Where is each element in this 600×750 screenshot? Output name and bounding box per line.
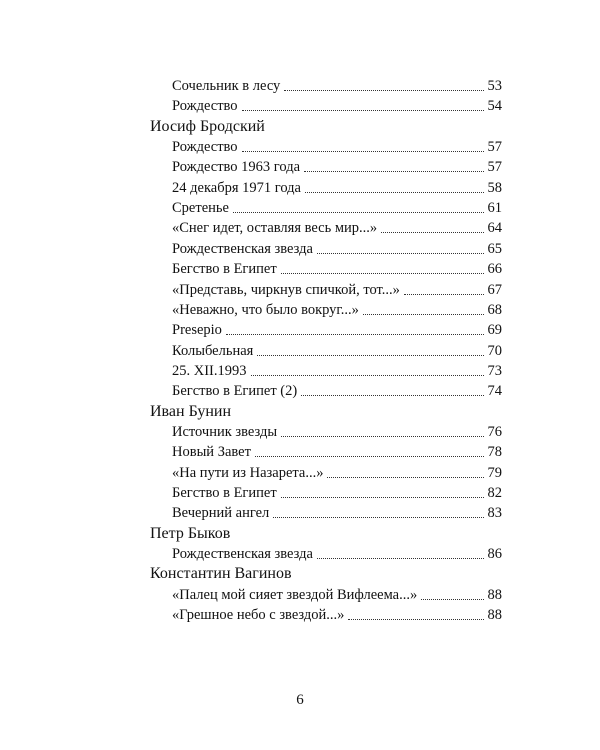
entry-title: Сочельник в лесу — [172, 78, 281, 94]
entry-title: «Снег идет, оставляя весь мир...» — [172, 220, 378, 237]
entry-page-number: 82 — [487, 485, 502, 501]
entry-title: Бегство в Египет — [172, 261, 277, 278]
toc-entry — [172, 178, 502, 198]
toc-entry — [172, 605, 502, 625]
entry-page-number: 74 — [487, 383, 502, 400]
toc-entry — [172, 198, 502, 218]
toc-author-heading — [150, 117, 265, 137]
dot-leader — [281, 435, 484, 437]
entry-page-number: 88 — [487, 607, 502, 624]
entry-title: Колыбельная — [172, 342, 254, 359]
entry-title: 24 декабря 1971 года — [172, 179, 301, 196]
author-name: Иосиф Бродский — [150, 117, 265, 135]
dot-leader — [281, 272, 484, 274]
entry-page-number: 73 — [487, 362, 502, 379]
entry-page-number: 65 — [487, 240, 502, 257]
toc-entry — [172, 442, 502, 462]
entry-title: Рождество — [172, 98, 238, 115]
entry-page-number: 79 — [487, 464, 502, 481]
entry-title: Бегство в Египет (2) — [172, 383, 298, 400]
dot-leader — [301, 394, 484, 396]
dot-leader — [304, 170, 484, 172]
dot-leader — [242, 150, 484, 152]
dot-leader — [233, 211, 484, 213]
dot-leader — [363, 313, 484, 315]
dot-leader — [348, 618, 484, 620]
toc-entry — [172, 483, 502, 503]
dot-leader — [255, 455, 484, 457]
entry-page-number: 78 — [487, 444, 502, 461]
toc-entry — [172, 96, 502, 116]
toc-entry — [172, 157, 502, 177]
entry-title: «На пути из Назарета...» — [172, 464, 324, 481]
page-number: 6 — [296, 692, 304, 708]
toc-entry — [172, 341, 502, 361]
toc-author-heading — [150, 402, 231, 422]
entry-title: Вечерний ангел — [172, 505, 270, 522]
entry-title: Рождественская звезда — [172, 240, 313, 257]
toc-entry — [172, 239, 502, 259]
entry-page-number: 83 — [487, 505, 502, 522]
entry-page-number: 68 — [487, 301, 502, 318]
entry-title: Рождество — [172, 139, 238, 156]
toc-entry — [172, 381, 502, 401]
entry-page-number: 61 — [487, 200, 502, 217]
toc-entry — [172, 463, 502, 483]
dot-leader — [327, 476, 484, 478]
dot-leader — [381, 231, 484, 233]
dot-leader — [251, 374, 484, 376]
entry-page-number: 54 — [487, 98, 502, 115]
dot-leader — [317, 252, 484, 254]
entry-title: Бегство в Египет — [172, 485, 277, 501]
toc-entry — [172, 422, 502, 442]
entry-title: Сретенье — [172, 200, 229, 217]
entry-page-number: 86 — [487, 546, 502, 563]
author-name: Петр Быков — [150, 524, 231, 542]
entry-page-number: 53 — [487, 78, 502, 94]
dot-leader — [404, 293, 484, 295]
entry-page-number: 69 — [487, 322, 502, 339]
toc-author-heading — [150, 524, 230, 544]
entry-title: Presepio — [172, 322, 222, 339]
entry-page-number: 70 — [487, 342, 502, 359]
dot-leader — [273, 516, 484, 518]
toc-entry — [172, 280, 502, 300]
entry-title: Рождество 1963 года — [172, 159, 301, 176]
toc-entry — [172, 544, 502, 564]
entry-title: «Палец мой сияет звездой Вифлеема...» — [172, 586, 418, 603]
dot-leader — [226, 333, 484, 335]
toc-entry — [172, 503, 502, 523]
toc-author-heading — [150, 564, 292, 584]
dot-leader — [257, 354, 484, 356]
entry-title: «Неважно, что было вокруг...» — [172, 301, 359, 318]
entry-title: 25. XII.1993 — [172, 362, 247, 379]
toc-entry — [172, 320, 502, 340]
entry-page-number: 57 — [487, 159, 502, 176]
entry-title: Новый Завет — [172, 444, 251, 461]
entry-page-number: 58 — [487, 179, 502, 196]
dot-leader — [421, 598, 484, 600]
dot-leader — [242, 109, 484, 111]
toc-entry — [172, 361, 502, 381]
toc-entry — [172, 76, 502, 96]
toc-entry — [172, 137, 502, 157]
author-name: Константин Вагинов — [150, 565, 292, 583]
entry-page-number: 57 — [487, 139, 502, 156]
entry-page-number: 67 — [487, 281, 502, 298]
author-name: Иван Бунин — [150, 402, 232, 420]
entry-page-number: 64 — [487, 220, 502, 237]
entry-page-number: 66 — [487, 261, 502, 278]
toc-entry — [172, 300, 502, 320]
entry-page-number: 88 — [487, 586, 502, 603]
entry-title: «Грешное небо с звездой...» — [172, 607, 345, 624]
entry-page-number: 76 — [487, 423, 502, 440]
toc-entry — [172, 259, 502, 279]
entry-title: Источник звезды — [172, 423, 278, 440]
entry-title: «Представь, чиркнув спичкой, тот...» — [172, 281, 400, 298]
toc-entry — [172, 218, 502, 238]
entry-title: Рождественская звезда — [172, 546, 313, 563]
dot-leader — [284, 89, 484, 91]
toc-entry — [172, 585, 502, 605]
dot-leader — [305, 191, 484, 193]
dot-leader — [281, 496, 484, 498]
dot-leader — [317, 557, 484, 559]
